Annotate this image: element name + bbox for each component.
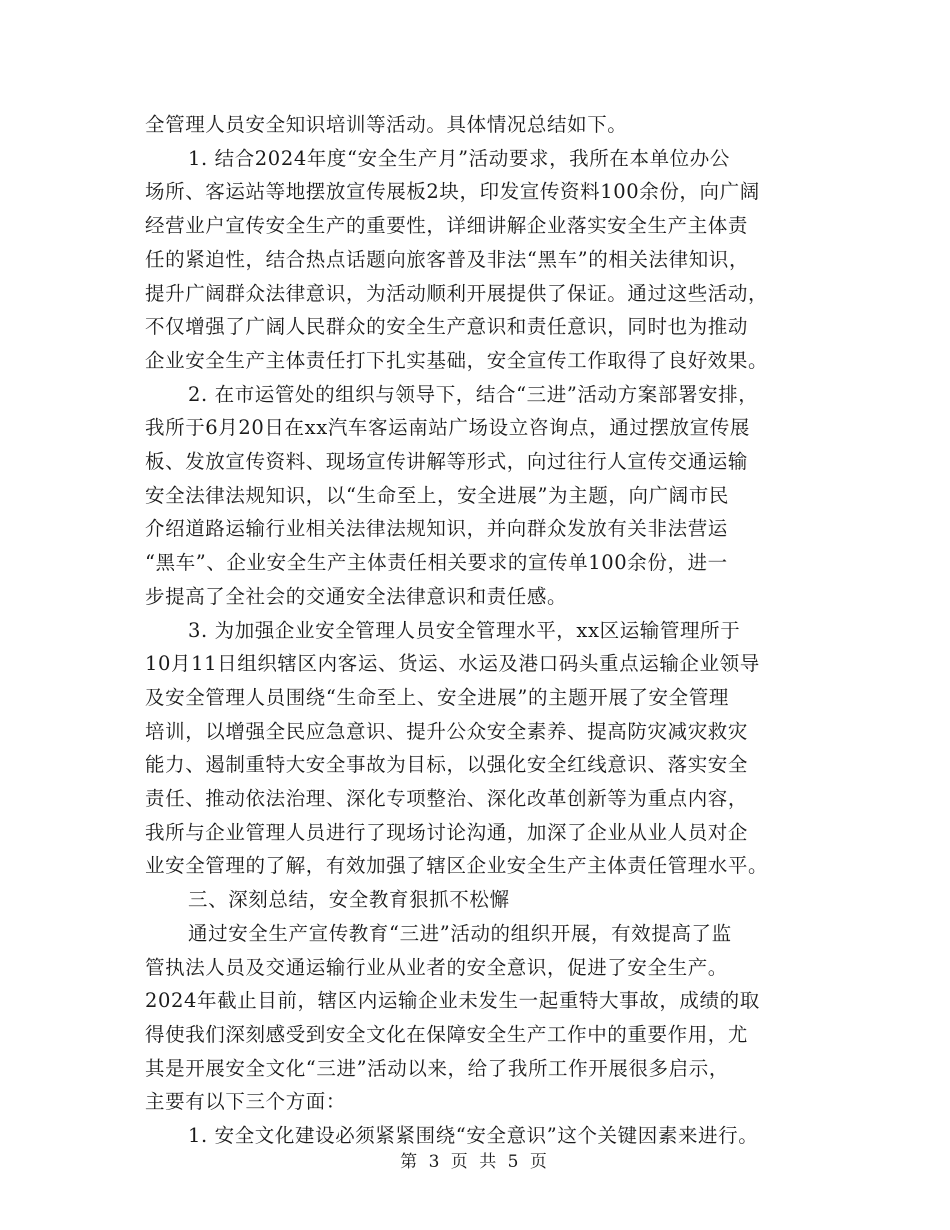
document-line: 责任、推动依法治理、深化专项整治、深化改革创新等为重点内容， — [145, 787, 749, 810]
document-line: 主要有以下三个方面： — [145, 1090, 347, 1114]
document-line: 不仅增强了广阔人民群众的安全生产意识和责任意识，同时也为推动 — [145, 315, 749, 339]
document-line: 安全法律法规知识，以“生命至上，安全进展”为主题，向广阔市民 — [145, 483, 729, 507]
document-line: 及安全管理人员围绕“生命至上、安全进展”的主题开展了安全管理 — [145, 685, 729, 709]
document-line: 我所于6月20日在xx汽车客运南站广场设立咨询点，通过摆放宣传展 — [145, 416, 750, 440]
document-line: 全管理人员安全知识培训等活动。具体情况总结如下。 — [145, 113, 628, 136]
document-line: 3. 为加强企业安全管理人员安全管理水平，xx区运输管理所于 — [188, 618, 741, 642]
document-line: 任的紧迫性，结合热点话题向旅客普及非法“黑车”的相关法律知识， — [145, 247, 750, 271]
document-line: 2. 在市运管处的组织与领导下，结合“三进”活动方案部署安排， — [188, 382, 759, 406]
document-line: 步提高了全社会的交通安全法律意识和责任感。 — [145, 584, 568, 608]
document-line: 提升广阔群众法律意识，为活动顺利开展提供了保证。通过这些活动， — [145, 281, 769, 305]
document-line: 场所、客运站等地摆放宣传展板2块，印发宣传资料100余份，向广阔 — [145, 180, 760, 204]
document-line: 板、发放宣传资料、现场宣传讲解等形式，向过往行人宣传交通运输 — [145, 450, 749, 473]
document-line: 1. 安全文化建设必须紧紧围绕“安全意识”这个关键因素来进行。 — [188, 1124, 759, 1147]
document-line: 得使我们深刻感受到安全文化在保障安全生产工作中的重要作用，尤 — [145, 1022, 749, 1046]
document-line: “黑车”、企业安全生产主体责任相关要求的宣传单100余份，进一 — [145, 551, 728, 575]
document-line: 经营业户宣传安全生产的重要性，详细讲解企业落实安全生产主体责 — [145, 214, 749, 238]
document-line: 业安全管理的了解，有效加强了辖区企业安全生产主体责任管理水平。 — [145, 854, 769, 878]
document-line: 三、深刻总结，安全教育狠抓不松懈 — [188, 888, 510, 912]
document-line: 2024年截止目前，辖区内运输企业未发生一起重特大事故，成绩的取 — [145, 989, 760, 1013]
document-line: 企业安全生产主体责任打下扎实基础，安全宣传工作取得了良好效果。 — [145, 348, 769, 372]
document-line: 介绍道路运输行业相关法律法规知识，并向群众发放有关非法营运 — [145, 517, 728, 541]
document-line: 1. 结合2024年度“安全生产月”活动要求，我所在本单位办公 — [188, 146, 730, 170]
document-line: 其是开展安全文化“三进”活动以来，给了我所工作开展很多启示， — [145, 1056, 729, 1080]
document-line: 10月11日组织辖区内客运、货运、水运及港口码头重点运输企业领导 — [145, 652, 760, 676]
document-line: 能力、遏制重特大安全事故为目标，以强化安全红线意识、落实安全 — [145, 753, 749, 777]
page-footer: 第 3 页 共 5 页 — [400, 1152, 550, 1172]
document-line: 培训，以增强全民应急意识、提升公众安全素养、提高防灾减灾救灾 — [145, 719, 749, 743]
document-line: 通过安全生产宣传教育“三进”活动的组织开展，有效提高了监 — [188, 921, 732, 945]
document-line: 我所与企业管理人员进行了现场讨论沟通，加深了企业从业人员对企 — [145, 820, 749, 844]
document-line: 管执法人员及交通运输行业从业者的安全意识，促进了安全生产。 — [145, 955, 728, 979]
